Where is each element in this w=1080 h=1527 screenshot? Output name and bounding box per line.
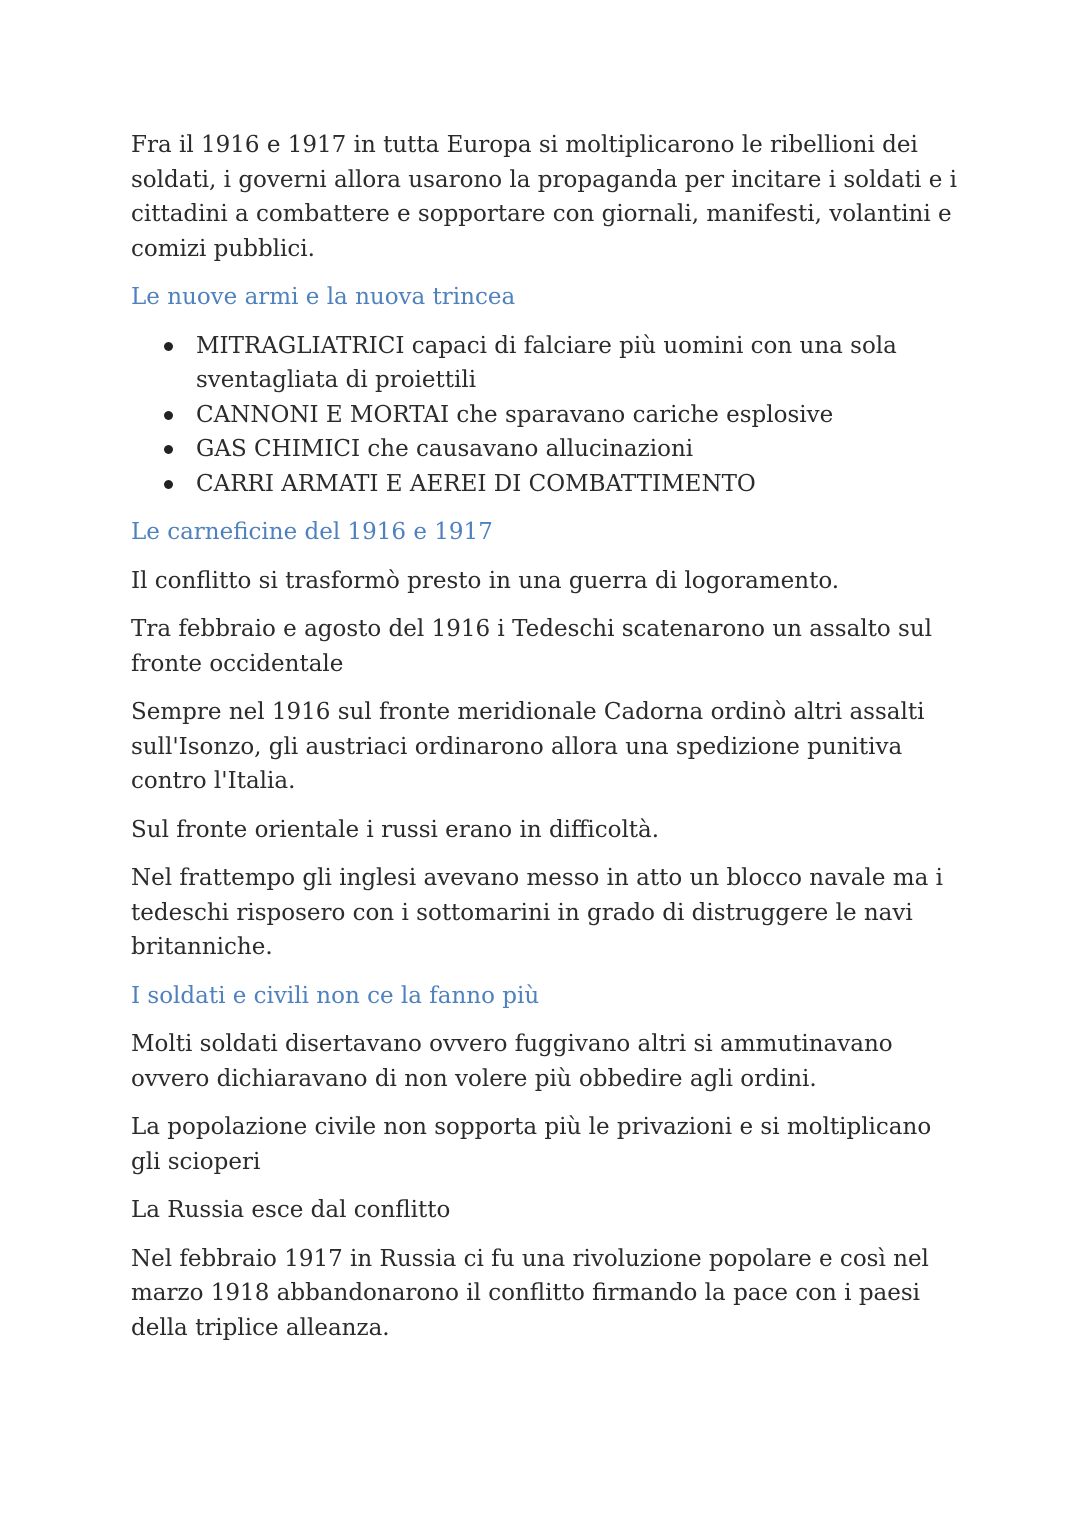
paragraph: Molti soldati disertavano ovvero fuggivano altri si ammutinavano ovvero dichiaravano di non volere più obbedire agli ordini. — [131, 1031, 893, 1092]
list-item-text: CANNONI E MORTAI che sparavano cariche esplosive — [196, 401, 834, 428]
paragraph: Sul fronte orientale i russi erano in difficoltà. — [131, 816, 660, 843]
list-item — [196, 432, 961, 467]
list-item-text: MITRAGLIATRICI capaci di falciare più uomini con una sola sventagliata di proiettili — [196, 332, 897, 393]
weapons-list — [131, 329, 961, 502]
bullet-icon — [164, 445, 173, 454]
heading-new-weapons: Le nuove armi e la nuova trincea — [131, 284, 516, 310]
paragraph: La Russia esce dal conflitto — [131, 1197, 451, 1223]
paragraph: La popolazione civile non sopporta più le privazioni e si moltiplicano gli scioperi — [131, 1114, 932, 1175]
list-item-text: CARRI ARMATI E AEREI DI COMBATTIMENTO — [196, 470, 756, 497]
heading-soldiers-civilians: I soldati e civili non ce la fanno più — [131, 982, 540, 1009]
bullet-icon — [164, 480, 173, 489]
paragraph: Tra febbraio e agosto del 1916 i Tedeschi scatenarono un assalto sul fronte occidentale — [131, 616, 933, 677]
intro-paragraph: Fra il 1916 e 1917 in tutta Europa si moltiplicarono le ribellioni dei soldati, i governi allora usarono la propaganda per incitare i soldati e i cittadini a combattere e sopportare con giornali, manifesti, volantini e comizi pubblici. — [131, 132, 958, 262]
paragraph: Sempre nel 1916 sul fronte meridionale Cadorna ordinò altri assalti sull'Isonzo, gli austriaci ordinarono allora una spedizione punitiva contro l'Italia. — [131, 699, 925, 794]
heading-carnage: Le carneficine del 1916 e 1917 — [131, 519, 493, 545]
list-item — [196, 467, 961, 502]
list-item — [196, 398, 961, 433]
bullet-icon — [164, 342, 173, 351]
paragraph: Nel frattempo gli inglesi avevano messo in atto un blocco navale ma i tedeschi risposero con i sottomarini in grado di distruggere le navi britanniche. — [131, 865, 943, 960]
bullet-icon — [164, 411, 173, 420]
document-page — [131, 128, 961, 1359]
list-item — [196, 329, 961, 398]
paragraph: Nel febbraio 1917 in Russia ci fu una rivoluzione popolare e così nel marzo 1918 abbandonarono il conflitto firmando la pace con i paesi della triplice alleanza. — [131, 1245, 929, 1341]
list-item-text: GAS CHIMICI che causavano allucinazioni — [196, 436, 694, 462]
paragraph: Il conflitto si trasformò presto in una guerra di logoramento. — [131, 567, 840, 594]
